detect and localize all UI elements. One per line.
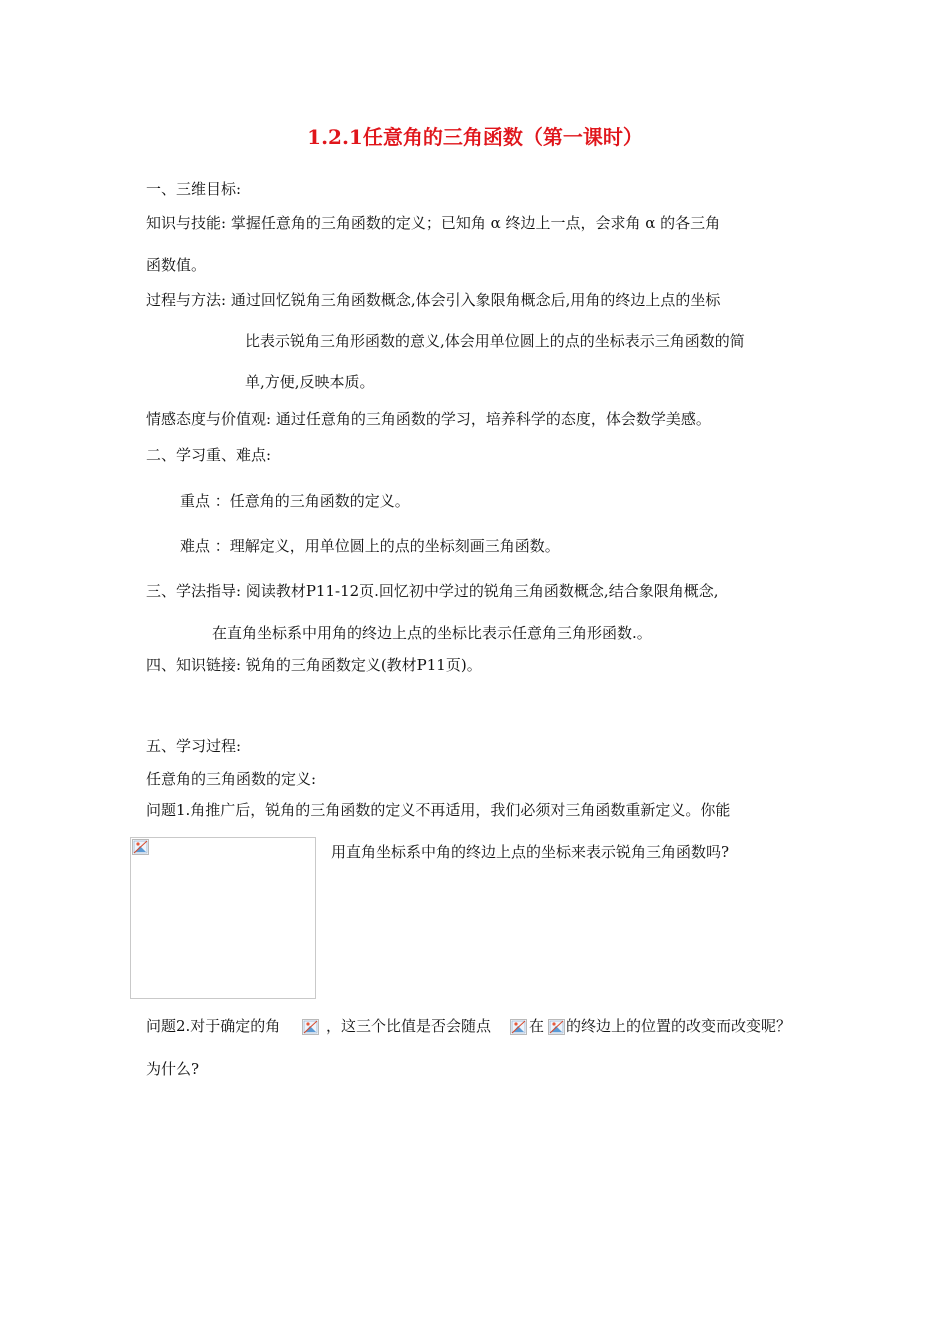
section-3-line-1: 三、学法指导: 阅读教材P11-12页.回忆初中学过的锐角三角函数概念,结合象限角概念,: [146, 582, 719, 600]
knowledge-skills-line-2: 函数值。: [146, 256, 207, 274]
section-5-heading: 五、学习过程:: [146, 737, 242, 755]
question-2-part-2: ，这三个比值是否会随点: [326, 1017, 492, 1035]
difficult-point-line: 难点 ：理解定义，用单位圆上的点的坐标刻画三角函数。: [180, 537, 560, 555]
section-1-heading: 一、三维目标:: [146, 180, 242, 198]
section-3-line-2: 在直角坐标系中用角的终边上点的坐标比表示任意角三角形函数.。: [212, 624, 652, 642]
emotion-values-line: 情感态度与价值观: 通过任意角的三角函数的学习，培养科学的态度，体会数学美感。: [146, 410, 711, 428]
question-2-line-2: 为什么?: [146, 1060, 200, 1078]
figure-placeholder: [130, 837, 316, 999]
broken-image-icon: [510, 1019, 527, 1035]
broken-image-icon: [132, 839, 149, 855]
question-1-line-2: 用直角坐标系中角的终边上点的坐标来表示锐角三角函数吗?: [331, 843, 730, 861]
question-2-part-4: 的终边上的位置的改变而改变呢？: [566, 1017, 792, 1035]
section-4-line: 四、知识链接: 锐角的三角函数定义(教材P11页)。: [146, 656, 482, 674]
process-methods-line-2: 比表示锐角三角形函数的意义,体会用单位圆上的点的坐标表示三角函数的简: [245, 332, 745, 350]
question-2-part-1: 问题2.对于确定的角: [146, 1017, 281, 1035]
process-methods-line-3: 单,方便,反映本质。: [245, 373, 375, 391]
broken-image-icon: [302, 1019, 319, 1035]
question-1-line-1: 问题1.角推广后，锐角的三角函数的定义不再适用，我们必须对三角函数重新定义。你能: [146, 801, 731, 819]
page-title: 1.2.1任意角的三角函数（第一课时）: [307, 125, 643, 149]
section-5-subheading: 任意角的三角函数的定义:: [146, 770, 317, 788]
section-2-heading: 二、学习重、难点:: [146, 446, 272, 464]
question-2-part-3: 在: [529, 1017, 545, 1035]
broken-image-icon: [548, 1019, 565, 1035]
process-methods-line-1: 过程与方法: 通过回忆锐角三角函数概念,体会引入象限角概念后,用角的终边上点的坐标: [146, 291, 721, 309]
key-point-line: 重点 ：任意角的三角函数的定义。: [180, 492, 410, 510]
knowledge-skills-line-1: 知识与技能: 掌握任意角的三角函数的定义；已知角 α 终边上一点，会求角 α 的各三角: [146, 214, 721, 232]
